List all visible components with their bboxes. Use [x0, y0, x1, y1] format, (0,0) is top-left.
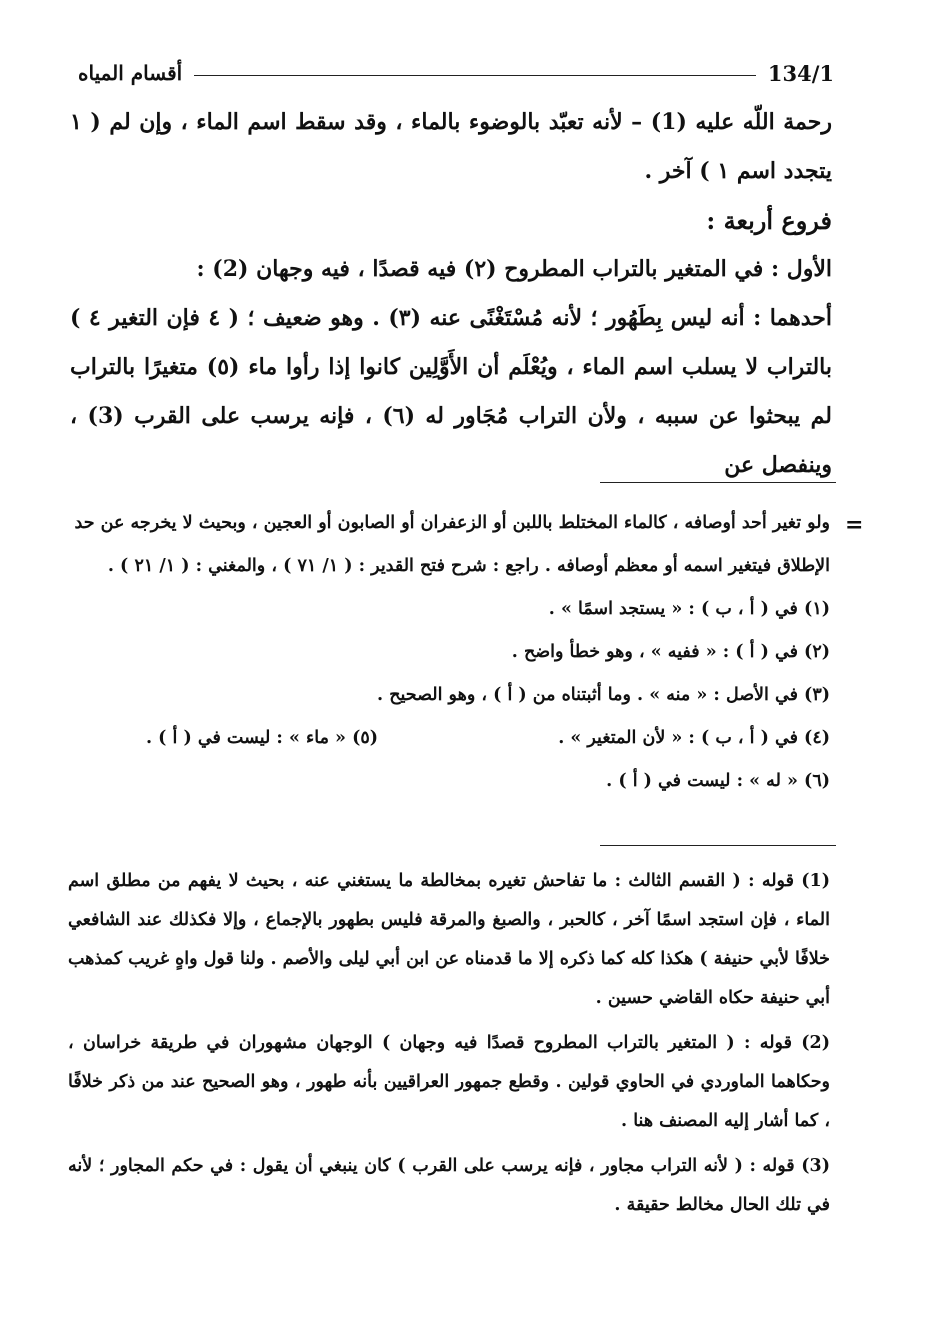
footnote-separator — [600, 482, 836, 483]
continuation-mark: = — [845, 512, 864, 538]
footnote-2: (٢) في ( أ ) : « ففيه » ، وهو خطأ واضح . — [511, 642, 830, 662]
main-text — [70, 98, 832, 490]
footnote-1: (١) في ( أ ، ب ) : « يستجد اسمًا » . — [548, 599, 830, 619]
commentary — [68, 862, 830, 1231]
page-number: 134/1 — [767, 60, 834, 86]
footnote-3: (٣) في الأصل : « منه » . وما أثبتناه من ( أ ) ، وهو الصحيح . — [377, 685, 830, 705]
commentary-separator — [600, 845, 836, 846]
main-paragraph-1: رحمة اللّه عليه (1) – لأنه تعبّد بالوضوء بالماء ، وقد سقط اسم الماء ، وإن لم ( ١ يتجدد اسم ١ ) آخر . — [70, 109, 832, 184]
commentary-note-2: (2) قوله : ( المتغير بالتراب المطروح قصدًا فيه وجهان ) الوجهان مشهوران في طريقة خراسان ، وحكاهما الماوردي في الحاوي قولين . وقطع جمهور العراقيين بأنه طهور ، وهو الصحيح عند من ذكر خلافًا ، كما أشار إليه المصنف هنا . — [68, 1033, 830, 1131]
footnote-5: (٥) « ماء » : ليست في ( أ ) . — [146, 728, 379, 748]
header-rule — [194, 75, 756, 76]
main-paragraph-2: الأول : في المتغير بالتراب المطروح (٢) فيه قصدًا ، فيه وجهان (2) : — [196, 256, 832, 282]
page-header — [78, 58, 834, 88]
footnote-6: (٦) « له » : ليست في ( أ ) . — [606, 771, 830, 791]
main-paragraph-3: أحدهما : أنه ليس بِطَهُور ؛ لأنه مُسْتَغْنًى عنه (٣) . وهو ضعيف ؛ ( ٤ فإن التغير ٤ ) بالتراب لا يسلب اسم الماء ، ويُعْلَم أن الأَوَّلِين كانوا إذا رأوا ماء (٥) متغيرًا بالتراب لم يبحثوا عن سببه ، ولأن التراب مُجَاور له (٦) ، فإنه يرسب على القرب (3) ، وينفصل عن — [70, 305, 832, 478]
section-heading: فروع أربعة : — [706, 206, 832, 235]
chapter-title: أقسام المياه — [78, 61, 183, 85]
footnote-4: (٤) في ( أ ، ب ) : « لأن المتغير » . — [558, 728, 830, 748]
footnote-pair — [66, 717, 830, 760]
footnote-continuation: ولو تغير أحد أوصافه ، كالماء المختلط باللبن أو الزعفران أو الصابون أو العجين ، وبحيث لا يخرجه عن حد الإطلاق فيتغير اسمه أو معظم أوصافه . راجع : شرح فتح القدير : ( ١/ ٧١ ) ، والمغني : ( ١/ ٢١ ) . — [74, 513, 830, 576]
commentary-note-3: (3) قوله : ( لأنه التراب مجاور ، فإنه يرسب على القرب ) كان ينبغي أن يقول : في حكم المجاور ؛ لأنه في تلك الحال مخالط حقيقة . — [68, 1156, 830, 1215]
footnotes — [66, 502, 830, 803]
commentary-note-1: (1) قوله : ( القسم الثالث : ما تفاحش تغيره بمخالطة ما يستغني عنه ، بحيث لا يفهم من مطلق اسم الماء ، فإن استجد اسمًا آخر ، كالحبر ، والصبغ والمرقة فليس بطهور بالإجماع ، وإلا فكذلك عند الشافعي خلافًا لأبي حنيفة ) هكذا كله كما ذكره إلا ما قدمناه عن ابن أبي ليلى والأصم . ولنا قول واهٍ غريب كمذهب أبي حنيفة حكاه القاضي حسين . — [68, 871, 830, 1008]
